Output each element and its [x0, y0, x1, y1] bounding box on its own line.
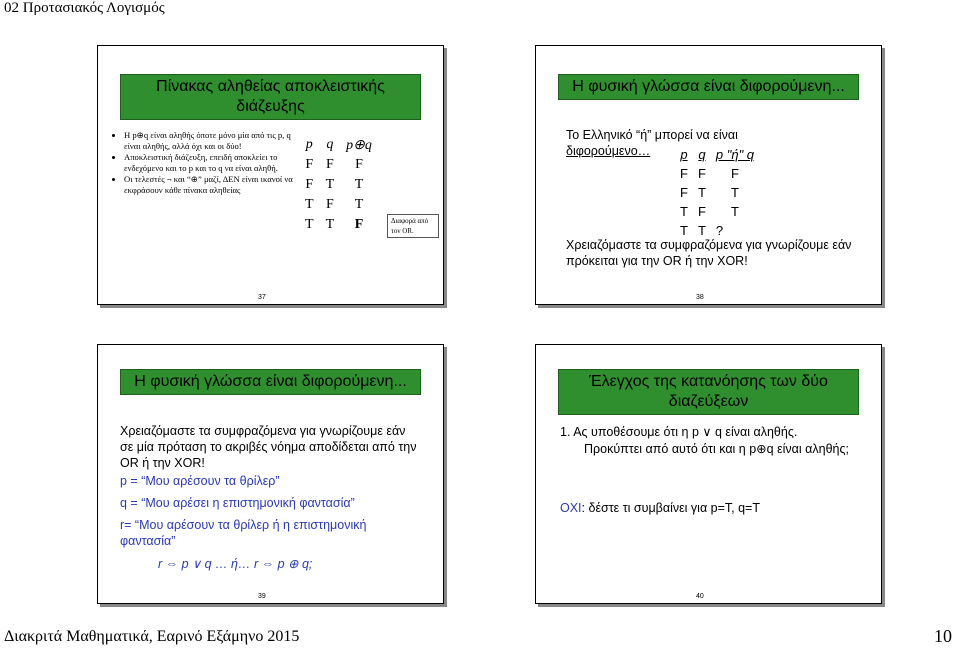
table-cell: F [325, 197, 334, 212]
table-cell: T [325, 177, 335, 192]
table-cell: ? [715, 223, 724, 238]
table-cell: T [325, 217, 335, 232]
table-header: p [680, 147, 688, 162]
text-line: διφορούμενο… [566, 144, 651, 158]
text-line: Το Ελληνικό “ή” μπορεί να είναι [566, 128, 738, 142]
hint-label: ΟΧΙ [560, 501, 582, 515]
table-cell: F [305, 177, 314, 192]
table-cell: T [305, 197, 314, 212]
table-cell: T [354, 177, 364, 192]
slide-title: Έλεγχος της κατανόησης των δύο διαζεύξεων [558, 369, 859, 415]
slide-number: 39 [258, 593, 266, 600]
table-cell: T [731, 204, 739, 219]
note-box: Διαφορά από τον OR. [387, 214, 439, 238]
slide-title: Η φυσική γλώσσα είναι διφορούμενη... [558, 74, 859, 100]
table-cell: F [731, 166, 739, 181]
table-cell: F [325, 157, 334, 172]
table-header: p "ή" q [715, 147, 755, 162]
table-cell: F [355, 157, 363, 172]
table-header: p⊕q [346, 137, 372, 153]
slide-38 [535, 45, 882, 305]
slide-number: 40 [696, 593, 704, 600]
table-cell: T [680, 223, 688, 238]
slide-title: Η φυσική γλώσσα είναι διφορούμενη... [120, 369, 421, 395]
document-footer: Διακριτά Μαθηματικά, Εαρινό Εξάμηνο 2015 [4, 628, 300, 645]
p-definition: p = “Μου αρέσουν τα θρίλερ” [120, 474, 280, 488]
question-item: 1. Ας υποθέσουμε ότι η p ∨ q είναι αληθής. [560, 425, 798, 439]
table-cell: T [697, 223, 706, 238]
hint-text: : δέστε τι συμβαίνει για p=T, q=T [581, 501, 760, 515]
table-header: q [698, 147, 706, 162]
text-paragraph: Χρειαζόμαστε τα συμφραζόμενα για γνωρίζουμε εάν πρόκειται για την OR ή την XOR! [566, 238, 852, 268]
table-header: p [305, 137, 313, 152]
text-paragraph: Χρειαζόμαστε τα συμφραζόμενα για γνωρίζουμε εάν σε μία πρόταση το ακριβές νόημα αποδίδεται από την OR ή την XOR! [120, 424, 417, 470]
bullet-list [112, 130, 299, 197]
slide-40 [535, 344, 882, 604]
table-cell: T [697, 185, 706, 200]
hint-line [560, 500, 860, 517]
table-cell: T [354, 197, 364, 212]
table-cell: F [680, 166, 688, 181]
slide-number: 37 [258, 294, 266, 301]
r-definition: r= “Μου αρέσουν τα θρίλερ ή η επιστημονική φαντασία” [120, 518, 367, 548]
slide-37 [97, 45, 444, 305]
table-cell: T [305, 217, 314, 232]
table-cell: F [680, 185, 688, 200]
table-cell: T [680, 204, 688, 219]
table-header: q [326, 137, 334, 152]
slide-title: Πίνακας αληθείας αποκλειστικής διάζευξης [120, 74, 421, 120]
bullet-item: • Η p⊕q είναι αληθής όποτε μόνο μία από τις p, q είναι αληθής, αλλά όχι και οι δύο! [124, 130, 299, 151]
table-cell: F [354, 217, 364, 232]
document-header: 02 Προτασιακός Λογισμός [4, 0, 165, 16]
truth-table [298, 134, 379, 236]
page-number: 10 [934, 626, 952, 646]
table-cell: F [697, 166, 706, 181]
bullet-item: • Αποκλειστική διάζευξη, επειδή αποκλείει το ενδεχόμενο και το p και το q να είναι αληθή. [124, 152, 299, 173]
bullet-item: • Οι τελεστές ¬ και “⊕” μαζί, ΔΕΝ είναι ικανοί να εκφράσουν κάθε πίνακα αληθείας [124, 174, 299, 195]
truth-table [674, 144, 760, 241]
slide-39 [97, 344, 444, 604]
question-continuation: Προκύπτει από αυτό ότι και η p⊕q είναι αληθής; [584, 442, 849, 456]
formula: r ⇔ p ∨ q … ή… r ⇔ p ⊕ q; [158, 557, 313, 571]
table-cell: F [697, 204, 706, 219]
q-definition: q = “Μου αρέσει η επιστημονική φαντασία” [120, 496, 355, 510]
table-cell: T [731, 185, 739, 200]
table-cell: F [305, 157, 314, 172]
slide-number: 38 [696, 294, 704, 301]
